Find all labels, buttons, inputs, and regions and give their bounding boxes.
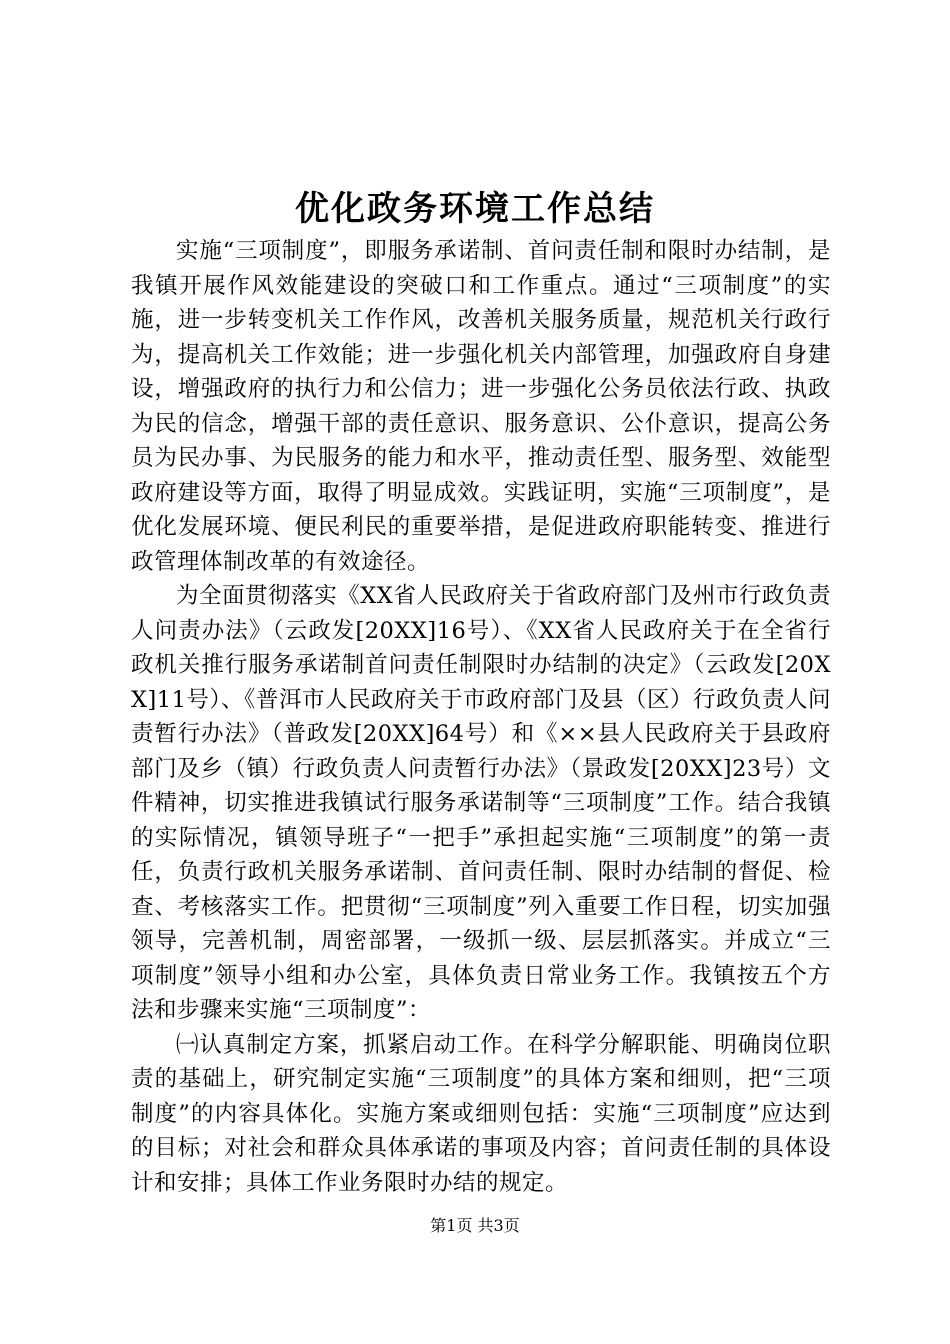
paragraph-intro: 实施“三项制度”，即服务承诺制、首问责任制和限时办结制，是我镇开展作风效能建设的突破口和工作重点。通过“三项制度”的实施，进一步转变机关工作作风，改善机关服务质量，规范机关行政行为，提高机关工作效能；进一步强化机关内部管理，加强政府自身建设，增强政府的执行力和公信力；进一步强化公务员依法行政、执政为民的信念，增强干部的责任意识、服务意识、公仆意识，提高公务员为民办事、为民服务的能力和水平，推动责任型、服务型、效能型政府建设等方面，取得了明显成效。实践证明，实施“三项制度”，是优化发展环境、便民利民的重要举措，是促进政府职能转变、推进行政管理体制改革的有效途径。: [131, 238, 831, 575]
document-body: [131, 234, 831, 1200]
paragraph-implementation: 为全面贯彻落实《XX省人民政府关于省政府部门及州市行政负责人问责办法》（云政发[20XX]16号）、《XX省人民政府关于在全省行政机关推行服务承诺制首问责任制限时办结制的决定》（云政发[20XX]11号）、《普洱市人民政府关于市政府部门及县（区）行政负责人问责暂行办法》（普政发[20XX]64号）和《××县人民政府关于县政府部门及乡（镇）行政负责人问责暂行办法》（景政发[20XX]23号）文件精神，切实推进我镇试行服务承诺制等“三项制度”工作。结合我镇的实际情况，镇领导班子“一把手”承担起实施“三项制度”的第一责任，负责行政机关服务承诺制、首问责任制、限时办结制的督促、检查、考核落实工作。把贯彻“三项制度”列入重要工作日程，切实加强领导，完善机制，周密部署，一级抓一级、层层抓落实。并成立“三项制度”领导小组和办公室，具体负责日常业务工作。我镇按五个方法和步骤来实施“三项制度”：: [131, 583, 831, 1023]
paragraph-step-one: ㈠认真制定方案，抓紧启动工作。在科学分解职能、明确岗位职责的基础上，研究制定实施“三项制度”的具体方案和细则，把“三项制度”的内容具体化。实施方案或细则包括：实施“三项制度”应达到的目标；对社会和群众具体承诺的事项及内容；首问责任制的具体设计和安排；具体工作业务限时办结的规定。: [131, 1031, 831, 1196]
document-title: 优化政务环境工作总结: [295, 189, 655, 229]
page-number-footer: 第1页 共3页: [430, 1216, 520, 1235]
